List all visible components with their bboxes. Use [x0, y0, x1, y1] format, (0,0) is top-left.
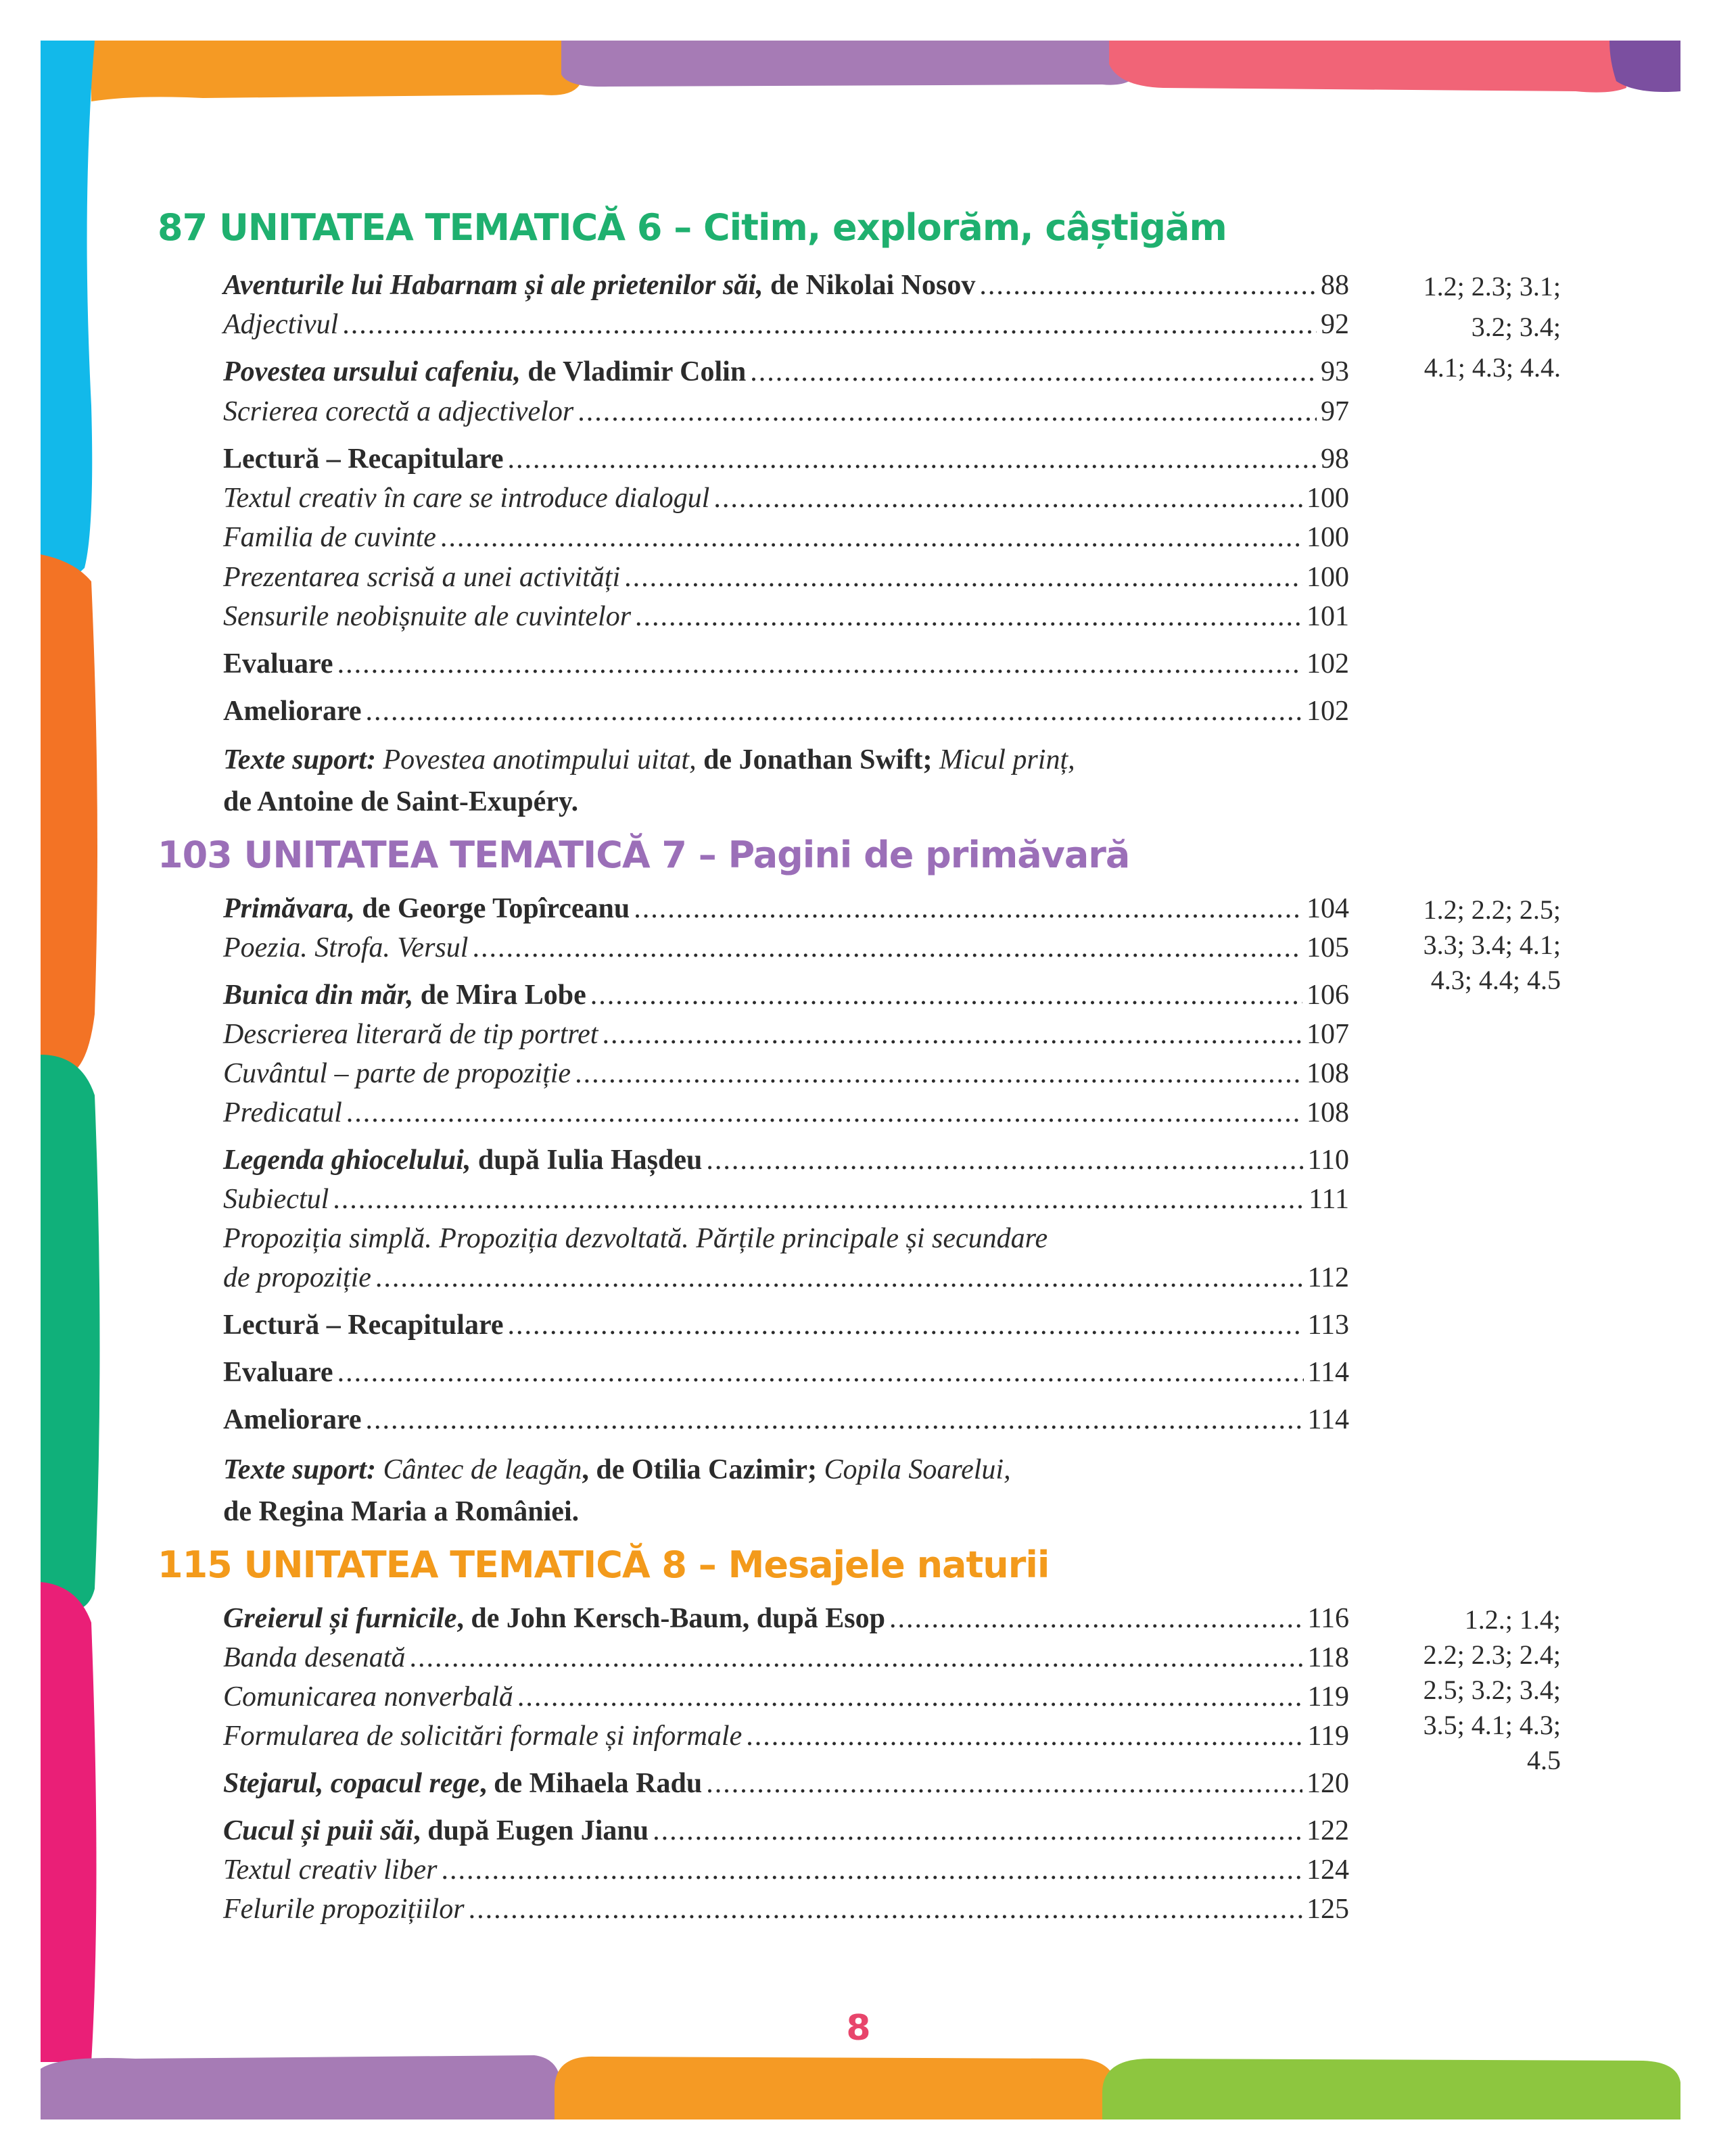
unit-8-title: 115 UNITATEA TEMATICĂ 8 – Mesajele naturii — [158, 1543, 1050, 1586]
toc-entry: Predicatul ..... 108 — [223, 1097, 1349, 1129]
toc-entry: Descrierea literară de tip portret ..... 107 — [223, 1018, 1349, 1051]
toc-entry: Cuvântul – parte de propoziție ..... 108 — [223, 1057, 1349, 1090]
toc-entry: Adjectivul ..... 92 — [223, 308, 1349, 341]
toc-entry: Felurile propozițiilor ..... 125 — [223, 1893, 1349, 1925]
toc-entry-no-leader: Propoziția simplă. Propoziția dezvoltată. Părțile principale și secundare — [223, 1223, 1048, 1254]
competences-unit-6: 1.2; 2.3; 3.1; 3.2; 3.4; 4.1; 4.3; 4.4. — [1423, 271, 1561, 383]
toc-entry: Evaluare ..... 114 — [223, 1356, 1349, 1389]
toc-entry: Lectură – Recapitulare ..... 98 — [223, 443, 1349, 475]
support-texts: Texte suport: Povestea anotimpului uitat, de Jonathan Swift; Micul prinț, de Antoine de Saint-Exupéry. — [223, 744, 1075, 817]
support-texts: Texte suport: Cântec de leagăn, de Otilia Cazimir; Copila Soarelui, de Regina Maria a României. — [223, 1454, 1011, 1527]
toc-entry: Ameliorare ..... 114 — [223, 1404, 1349, 1436]
toc-entry: Textul creativ liber ..... 124 — [223, 1854, 1349, 1886]
left-band-green — [41, 1055, 100, 1610]
toc-entry: Legenda ghiocelului, după Iulia Hașdeu ..... 110 — [223, 1144, 1349, 1176]
toc-entry: Formularea de solicitări formale și informale ..... 119 — [223, 1720, 1349, 1752]
toc-entry: Scrierea corectă a adjectivelor ..... 97 — [223, 396, 1349, 428]
unit-6-title: 87 UNITATEA TEMATICĂ 6 – Citim, explorăm, câștigăm — [158, 206, 1227, 249]
left-band-blue — [41, 41, 95, 583]
toc-entry: Familia de cuvinte ..... 100 — [223, 521, 1349, 554]
toc-entry: Evaluare ..... 102 — [223, 648, 1349, 680]
toc-entry: Greierul și furnicile, de John Kersch-Baum, după Esop ..... 116 — [223, 1602, 1349, 1635]
page-number: 8 — [846, 2008, 871, 2049]
bottom-band-lime — [1102, 2059, 1680, 2119]
toc-entry: Prezentarea scrisă a unei activități ..... 100 — [223, 561, 1349, 594]
toc-entry: de propoziție ..... 112 — [223, 1262, 1349, 1294]
toc-entry: Bunica din măr, de Mira Lobe ..... 106 — [223, 979, 1349, 1011]
competences-unit-8: 1.2.; 1.4; 2.2; 2.3; 2.4; 2.5; 3.2; 3.4; 3.5; 4.1; 4.3; 4.5 — [1423, 1604, 1561, 1775]
toc-entry: Povestea ursului cafeniu, de Vladimir Colin ..... 93 — [223, 356, 1349, 388]
unit-7-title: 103 UNITATEA TEMATICĂ 7 – Pagini de primăvară — [158, 834, 1130, 876]
top-band-pink — [1109, 41, 1626, 93]
bottom-band-purple — [41, 2055, 561, 2119]
toc-entry: Ameliorare ..... 102 — [223, 695, 1349, 727]
left-band-magenta — [41, 1582, 97, 2062]
top-band-purple — [561, 41, 1144, 87]
toc-entry: Textul creativ în care se introduce dialogul ..... 100 — [223, 482, 1349, 514]
toc-entry: Stejarul, copacul rege, de Mihaela Radu ..... 120 — [223, 1767, 1349, 1800]
toc-entry: Lectură – Recapitulare ..... 113 — [223, 1309, 1349, 1341]
left-band-orange — [41, 554, 97, 1075]
top-band-orange — [91, 41, 582, 101]
toc-entry: Primăvara, de George Topîrceanu ..... 104 — [223, 892, 1349, 925]
toc-entry: Poezia. Strofa. Versul ..... 105 — [223, 932, 1349, 964]
toc-entry: Aventurile lui Habarnam și ale prietenilor săi, de Nikolai Nosov ..... 88 — [223, 269, 1349, 302]
toc-entry: Comunicarea nonverbală ..... 119 — [223, 1681, 1349, 1713]
toc-entry: Subiectul ..... 111 — [223, 1183, 1349, 1216]
toc-entry: Banda desenată ..... 118 — [223, 1642, 1349, 1674]
toc-entry: Sensurile neobișnuite ale cuvintelor ..... 101 — [223, 600, 1349, 633]
toc-entry: Cucul și puii săi, după Eugen Jianu ..... 122 — [223, 1815, 1349, 1847]
competences-unit-7: 1.2; 2.2; 2.5; 3.3; 3.4; 4.1; 4.3; 4.4; 4.5 — [1423, 894, 1561, 995]
bottom-band-orange — [555, 2057, 1116, 2119]
